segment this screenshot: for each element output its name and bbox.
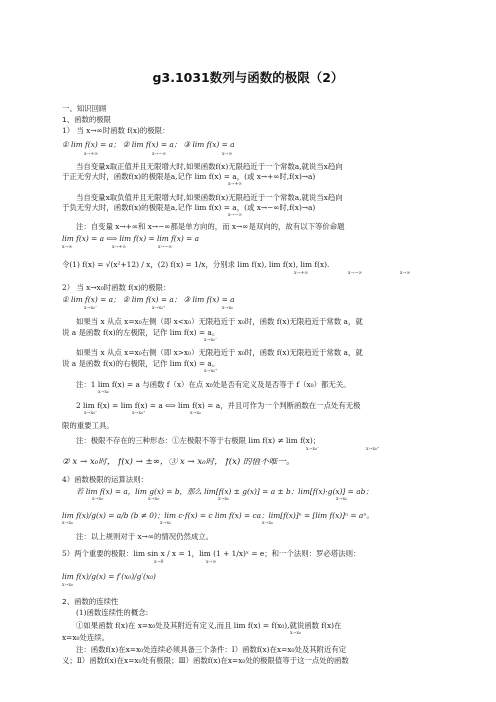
subscript-note-x0: x→x₀ [98,390,109,395]
equivalence-infinity: lim f(x) = a ⟺ lim f(x) = lim f(x) = a [62,234,200,243]
example-exercise: 令(1) f(x) = √(x²+12) / x，(2) f(x) = 1/x，分别求 lim f(x), lim f(x), lim f(x). [62,260,330,269]
subscript-x-inf: x→∞ [222,152,233,157]
subsection-x-to-infinity: 1） 当 x→∞时函数 f(x)的极限： [62,126,170,135]
subscript-ex-pos: x→+∞ [294,271,309,276]
subscript-x0: x→x₀ [222,306,233,311]
section-continuity: 2、函数的连续性 [62,597,119,606]
subscript-lhopital: x→x₀ [62,583,73,588]
subscript-nonexist-minus: x→x₀⁻ [306,447,320,452]
subscript-continuity: x→x₀ [290,631,301,636]
page-title: g3.1031数列与函数的极限（2） [152,70,344,85]
subscript-sin-limit: x→0 [154,560,164,565]
subscript-ex-neg: x→−∞ [348,271,363,276]
section-heading-review: 一、知识回顾 [62,104,107,113]
subscript-x-pos-inf-2: x→+∞ [228,182,243,187]
paragraph-right-limit-2: 说 a 是函数 f(x)的右极限，记作 lim f(x) = a。 [62,359,220,368]
paragraph-positive-infinity-1: 当自变量x取正值并且无限增大时,如果函数f(x)无限趋近于一个常数a,就说当x趋向 [76,162,343,171]
note-nonexistence-1: 注：极限不存在的三种形态：①左极限不等于右极限 lim f(x) ≠ lim f(x)； [76,436,321,445]
subscript-right-limit: x→x₀⁺ [204,369,218,374]
subscript-rule-1: x→x₀ [92,497,103,502]
subscript-two-sided-minus: x→x₀⁻ [84,411,98,416]
subscript-x-pos-inf: x→+∞ [84,152,99,157]
subscript-ex-inf: x→∞ [400,271,411,276]
rule-sum-product: 若 lim f(x) = a，lim g(x) = b，那么 lim[f(x) ± g(x)] = a ± b；lim[f(x)·g(x)] = ab； [76,487,373,496]
paragraph-left-limit-2: 说 a 是函数 f(x)的左极限，记作 lim f(x) = a。 [62,328,220,337]
subscript-rule-6: x→x₀ [160,521,171,526]
note-two-sided-2: 限的重要工具。 [62,421,114,430]
subscript-equiv-inf: x→∞ [62,245,73,250]
subscript-x-neg-inf: x→−∞ [152,152,167,157]
subsection-continuity-concept: (1)函数连续性的概念: [76,608,149,617]
subsection-limit-rules: 4）函数极限的运算法则： [62,475,149,484]
subscript-rule-3: x→x₀ [218,497,229,502]
note-rules-infinity: 注：以上规则对于 x→∞的情况仍然成立。 [76,532,214,541]
paragraph-right-limit-1: 如果当 x 从点 x=x₀右侧（即 x>x₀）无限趋近于 x₀时，函数 f(x)无限趋近于常数 a，就 [76,348,363,357]
subscript-x0-minus: x→x₀⁻ [84,306,98,311]
continuity-conditions-2: 义；Ⅱ）函数f(x)在x=x₀处有极限；Ⅲ）函数f(x)在x=x₀处的极限值等于这一点处的函数 [62,656,349,665]
note-limit-independent: 注：1 lim f(x) = a 与函数 f（x）在点 x₀处是否有定义及是否等于 f（x₀）都无关。 [76,380,351,389]
note-one-sided-infinity: 注：自变量 x→+∞和 x→−∞都是单方向的，而 x→∞是双向的，故有以下等价命题 [76,222,345,231]
continuity-definition-2: x=x₀处连续。 [62,633,110,642]
paragraph-negative-infinity-1: 当自变量x取负值并且无限增大时,如果函数f(x)无限趋近于一个常数a,就说当x趋向 [76,193,343,202]
subscript-left-limit: x→x₀⁻ [204,338,218,343]
note-nonexistence-2: ② x → x₀时， f(x) → ±∞，③ x → x₀时， f(x) 的值不唯一。 [62,458,295,467]
subscript-rule-5: x→x₀ [62,521,73,526]
continuity-definition-1: ①如果函数 f(x)在 x=x₀处及其附近有定义,而且 lim f(x) = f(x₀),就说函数 f(x)在 [76,621,342,630]
subscript-x-neg-inf-2: x→−∞ [228,213,243,218]
formula-infinity-limits: ① lim f(x) = a； ② lim f(x) = a； ③ lim f(x) = a [62,140,235,149]
subscript-rule-7: x→x₀ [262,521,273,526]
section-function-limit: 1、函数的极限 [62,115,112,124]
subscript-rule-2: x→x₀ [148,497,159,502]
continuity-conditions-1: 注：函数f(x)在x=x₀处连续必须具备三个条件：Ⅰ）函数f(x)在x=x₀处及其附近有定 [76,645,347,654]
subscript-equiv-pos: x→+∞ [112,245,127,250]
subscript-rule-4: x→x₀ [336,497,347,502]
formula-x0-limits: ① lim f(x) = a； ② lim f(x) = a； ③ lim f(x) = a [62,295,235,304]
subscript-e-limit: x→∞ [206,560,217,565]
paragraph-negative-infinity-2: 于负无穷大时，函数f(x)的极限是a,记作 lim f(x) = a，(或 x→−∞时,f(x)→a) [62,203,316,212]
subscript-two-sided-plus: x→x₀⁺ [132,411,146,416]
paragraph-positive-infinity-2: 于正无穷大时，函数f(x)的极限是a,记作 lim f(x) = a，(或 x→+∞时,f(x)→a) [62,172,316,181]
subsection-x-to-x0: 2） 当 x→x₀时函数 f(x)的极限： [62,283,171,292]
note-two-sided-1: 2 lim f(x) = lim f(x) = a ⟺ lim f(x) = a，并且可作为一个判断函数在一点处有无极 [76,401,361,410]
subscript-nonexist-plus: x→x₀⁺ [366,447,380,452]
lhopital-rule: lim f(x)/g(x) = f′(x₀)/g′(x₀) [62,572,156,581]
rule-quotient-power: lim f(x)/g(x) = a/b (b ≠ 0)；lim c·f(x) = c lim f(x) = ca；lim[f(x)]ⁿ = [lim f(x)]ⁿ = aⁿ。 [62,511,374,520]
subscript-x0-plus: x→x₀⁺ [152,306,166,311]
subscript-two-sided: x→x₀ [190,411,201,416]
important-limits: 5）两个重要的极限：lim sin x / x = 1，lim (1 + 1/x)ˣ = e；和一个法则：罗必塔法则： [62,549,361,558]
subscript-equiv-neg: x→−∞ [158,245,173,250]
paragraph-left-limit-1: 如果当 x 从点 x=x₀左侧（即 x<x₀）无限趋近于 x₀时，函数 f(x)无限趋近于常数 a，就 [76,317,363,326]
